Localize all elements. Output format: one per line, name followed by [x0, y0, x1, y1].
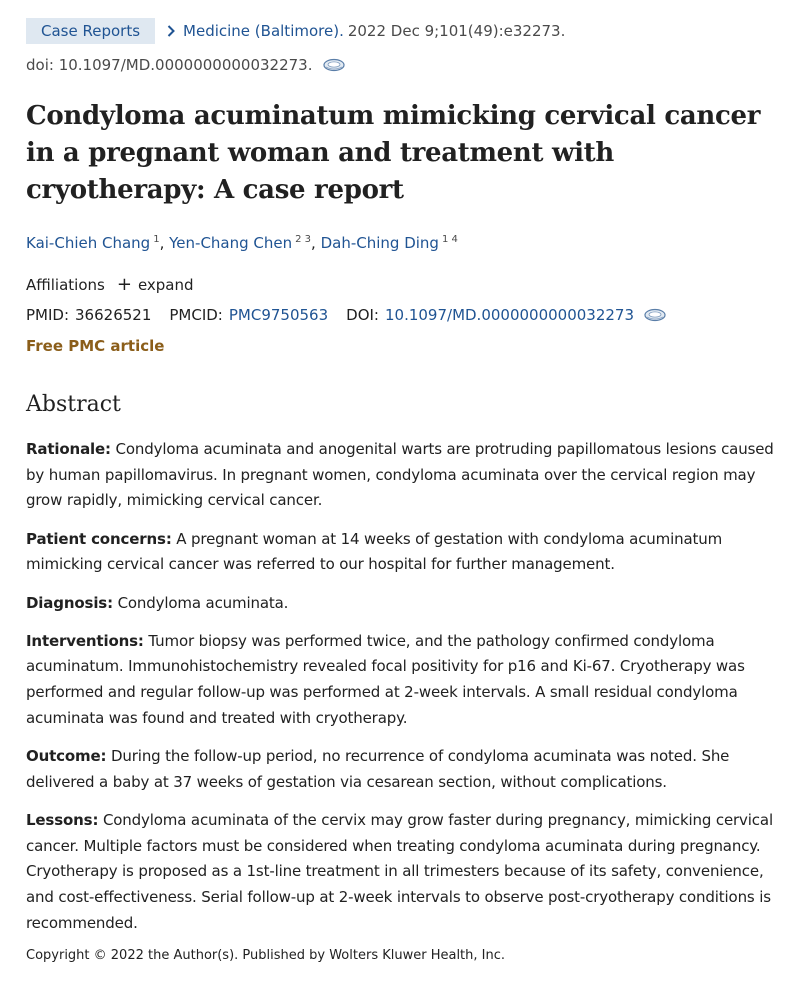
- doi-text: doi: 10.1097/MD.0000000000032273.: [26, 56, 313, 74]
- section-label: Rationale:: [26, 440, 111, 458]
- author-link[interactable]: [169, 234, 311, 252]
- expand-label[interactable]: expand: [137, 275, 194, 294]
- author-name[interactable]: Yen-Chang Chen: [169, 234, 293, 252]
- section-label: Patient concerns:: [26, 529, 172, 548]
- author-name[interactable]: Kai-Chieh Chang: [26, 234, 151, 252]
- pmcid-link[interactable]: PMC9750563: [228, 306, 329, 324]
- copyright-notice: Copyright © 2022 the Author(s). Published by Wolters Kluwer Health, Inc.: [26, 948, 506, 963]
- section-label: Lessons:: [26, 810, 99, 829]
- author-affil-ref[interactable]: 1: [153, 234, 160, 245]
- author-list: Kai-Chieh Chang $^1$, Yen-Chang Chen $^{2 3}$, Dah-Ching Ding $^{1 4}$: [26, 234, 458, 252]
- doi-link[interactable]: 10.1097/MD.0000000000032273: [384, 306, 635, 324]
- abstract-section: [26, 629, 784, 732]
- abstract-section: [26, 591, 784, 617]
- affiliations-label: Affiliations: [26, 275, 105, 294]
- doi-label: DOI:: [346, 306, 379, 324]
- section-text: Tumor biopsy was performed twice, and the pathology confirmed condyloma acuminatum. Immunohistochemistry revealed focal positivity for p16 and Ki-67. Cryotherapy was performed and regular follow-up was performed at 2-week intervals. A small residual condyloma acuminata was found and treated with cryotherapy.: [26, 631, 745, 727]
- pmid-label: PMID:: [26, 306, 70, 324]
- section-text: During the follow-up period, no recurrence of condyloma acuminata was noted. She delivered a baby at 37 weeks of gestation via cesarean section, without complications.: [26, 747, 730, 791]
- external-link-icon[interactable]: [644, 308, 666, 322]
- author-link[interactable]: [26, 234, 160, 252]
- author-name[interactable]: Dah-Ching Ding: [320, 234, 439, 252]
- section-text: Condyloma acuminata and anogenital warts are protruding papillomatous lesions caused by human papillomavirus. In pregnant women, condyloma acuminata over the cervical region may grow rapidly, mimicking cervical cancer.: [26, 440, 774, 510]
- external-link-icon[interactable]: [323, 58, 345, 72]
- abstract-section: [26, 437, 784, 514]
- affiliations-toggle[interactable]: [26, 274, 194, 295]
- section-label: Interventions:: [26, 631, 144, 650]
- section-label: Diagnosis:: [26, 593, 113, 612]
- free-pmc-article-badge: Free PMC article: [26, 337, 165, 355]
- abstract-section: [26, 744, 784, 795]
- abstract-body: [26, 437, 784, 949]
- author-affil-ref[interactable]: 1 4: [441, 234, 458, 245]
- publication-type-badge[interactable]: Case Reports: [26, 18, 155, 44]
- abstract-heading: Abstract: [26, 392, 121, 417]
- pmcid-label: PMCID:: [169, 306, 223, 324]
- plus-icon[interactable]: +: [116, 274, 132, 295]
- citation-line: [26, 18, 565, 44]
- abstract-section: [26, 808, 784, 937]
- citation-details: 2022 Dec 9;101(49):e32273.: [347, 22, 566, 40]
- section-text: A pregnant woman at 14 weeks of gestation with condyloma acuminatum mimicking cervical cancer was referred to our hospital for further management.: [26, 529, 723, 574]
- identifiers-row: [26, 306, 666, 324]
- section-text: Condyloma acuminata.: [117, 593, 289, 612]
- journal-link[interactable]: [167, 22, 565, 40]
- author-affil-ref[interactable]: 2 3: [295, 234, 312, 245]
- author-link[interactable]: [321, 234, 458, 252]
- abstract-section: [26, 527, 784, 578]
- section-text: Condyloma acuminata of the cervix may grow faster during pregnancy, mimicking cervical cancer. Multiple factors must be considered when treating condyloma acuminata during pregnancy. Cryotherapy is proposed as a 1st-line treatment in all trimesters because of its safety, convenience, and cost-effectiveness. Serial follow-up at 2-week intervals to observe post-cryotherapy conditions is recommended.: [26, 810, 773, 932]
- article-title: Condyloma acuminatum mimicking cervical cancer in a pregnant woman and treatment with cryotherapy: A case report: [26, 101, 761, 205]
- journal-name[interactable]: Medicine (Baltimore).: [183, 22, 344, 40]
- section-label: Outcome:: [26, 747, 107, 766]
- pmid-value: 36626521: [75, 306, 152, 324]
- doi-line: [26, 56, 345, 74]
- chevron-right-icon: [167, 25, 175, 37]
